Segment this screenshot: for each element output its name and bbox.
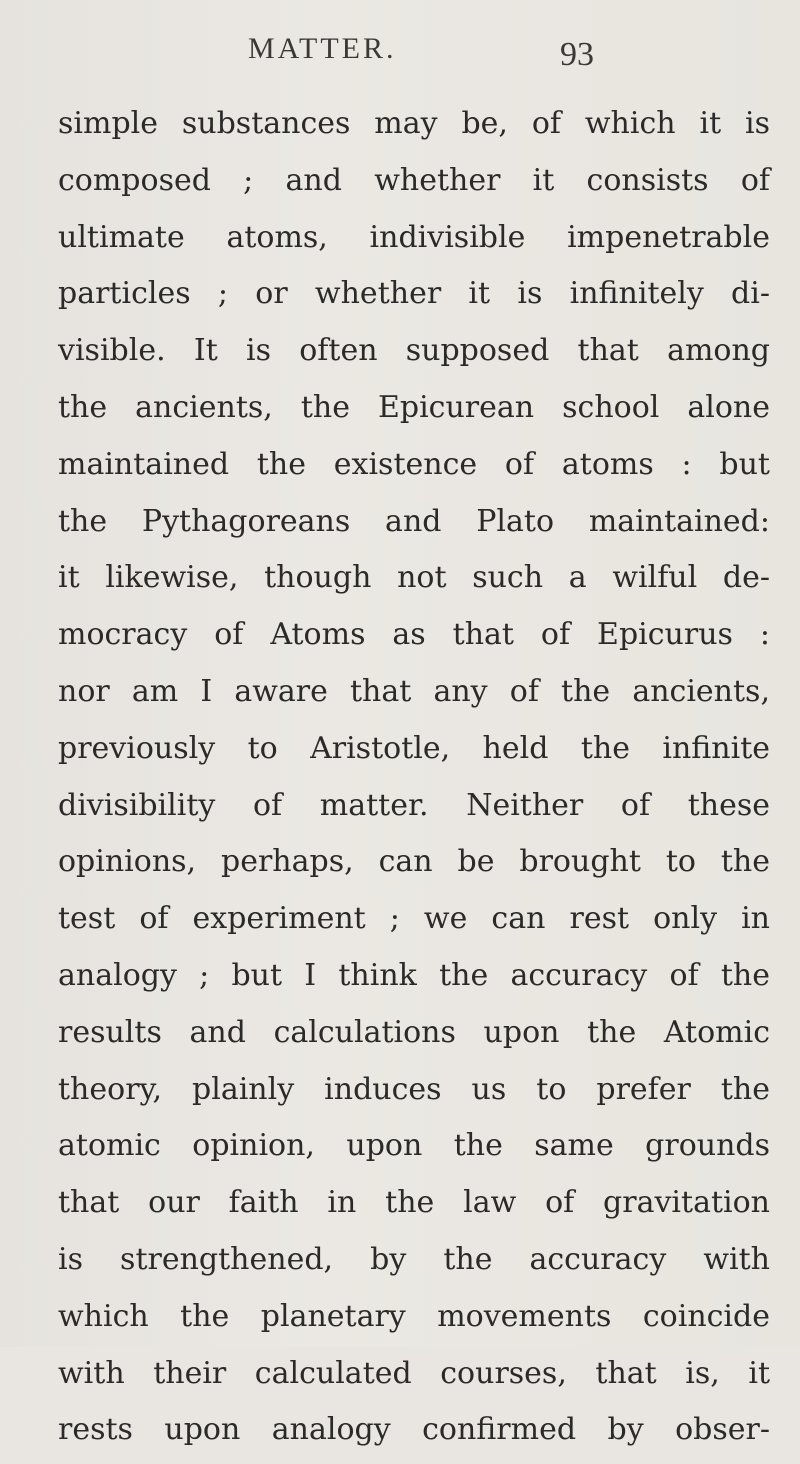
text-line: composed ; and whether it consists of <box>58 162 770 198</box>
text-line: ultimate atoms, indivisible impenetrable <box>58 219 770 255</box>
text-line: opinions, perhaps, can be brought to the <box>58 844 770 880</box>
text-line: atomic opinion, upon the same grounds <box>58 1128 770 1164</box>
text-line: the Pythagoreans and Plato maintained: <box>58 503 770 539</box>
text-line: visible. It is often supposed that among <box>58 333 770 369</box>
text-line: nor am I aware that any of the ancients, <box>58 673 770 709</box>
text-line: the ancients, the Epicurean school alone <box>58 389 770 425</box>
page-number: 93 <box>560 36 594 73</box>
text-line: analogy ; but I think the accuracy of the <box>58 957 770 993</box>
text-line: particles ; or whether it is infinitely di- <box>58 276 770 312</box>
text-line: test of experiment ; we can rest only in <box>58 901 770 937</box>
text-line: results and calculations upon the Atomic <box>58 1014 770 1050</box>
text-line: rests upon analogy confirmed by obser- <box>58 1412 770 1448</box>
text-line: it likewise, though not such a wilful de- <box>58 560 770 596</box>
text-line: simple substances may be, of which it is <box>58 106 770 141</box>
text-line: mocracy of Atoms as that of Epicurus : <box>58 617 770 653</box>
text-line: divisibility of matter. Neither of these <box>58 787 770 823</box>
text-line: which the planetary movements coincide <box>58 1298 770 1334</box>
body-text <box>58 101 770 1464</box>
text-line: previously to Aristotle, held the infinite <box>58 730 770 766</box>
text-line: with their calculated courses, that is, it <box>58 1355 770 1391</box>
text-line: theory, plainly induces us to prefer the <box>58 1071 770 1107</box>
text-line: maintained the existence of atoms : but <box>58 446 770 482</box>
text-line: that our faith in the law of gravitation <box>58 1185 770 1221</box>
text-line: is strengthened, by the accuracy with <box>58 1241 770 1277</box>
running-title: MATTER. <box>248 32 397 65</box>
